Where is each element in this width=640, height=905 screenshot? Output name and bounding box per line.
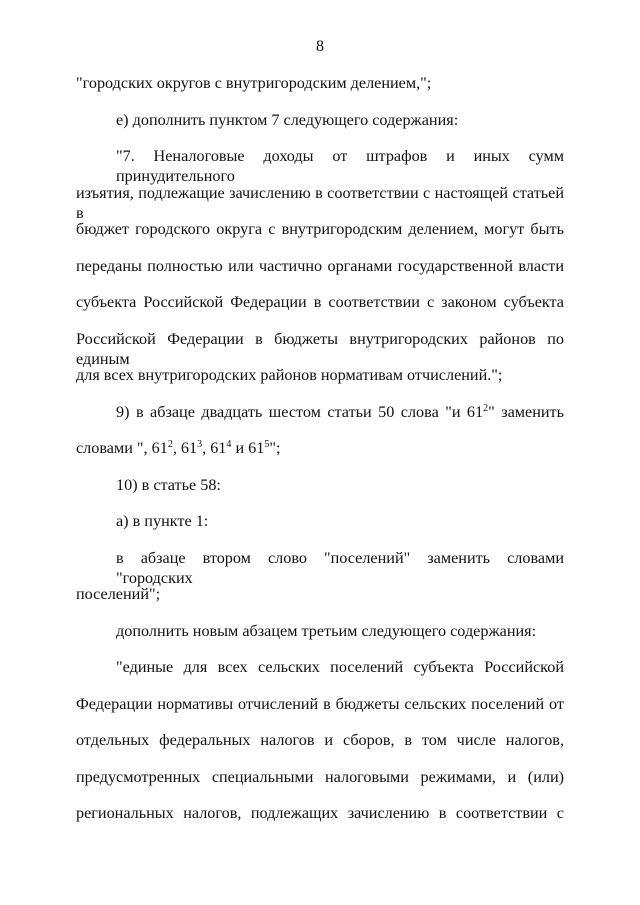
text-line-17: отдельных федеральных налогов и сборов, в том числе налогов, bbox=[76, 731, 564, 749]
text-line-2: е) дополнить пунктом 7 следующего содержания: bbox=[116, 111, 459, 129]
item-9-text-end: " заменить bbox=[488, 403, 564, 421]
text-line-4: изъятия, подлежащие зачислению в соответствии с настоящей статьей в bbox=[76, 184, 564, 222]
superscript: 2 bbox=[483, 403, 489, 414]
superscript: 3 bbox=[197, 439, 203, 450]
text-line-9: для всех внутригородских районов нормативам отчислений."; bbox=[76, 366, 503, 384]
superscript: 2 bbox=[167, 439, 173, 450]
item-9-words: словами ", 61 bbox=[76, 439, 168, 457]
text-line-3: "7. Неналоговые доходы от штрафов и иных сумм принудительного bbox=[116, 147, 564, 185]
item-9-text: 9) в абзаце двадцать шестом статьи 50 слова "и 61 bbox=[116, 403, 484, 421]
item-9-words: "; bbox=[269, 439, 281, 457]
text-line-5: бюджет городского округа с внутригородским делением, могут быть bbox=[76, 220, 564, 238]
text-line-12: в абзаце втором слово "поселений" заменить словами "городских bbox=[116, 549, 564, 587]
text-line-19: региональных налогов, подлежащих зачислению в соответствии с bbox=[76, 804, 564, 822]
item-9-line-2 bbox=[76, 438, 564, 458]
text-line-15: "единые для всех сельских поселений субъекта Российской bbox=[116, 658, 564, 676]
superscript: 5 bbox=[264, 439, 270, 450]
text-line-13: поселений"; bbox=[76, 585, 161, 603]
text-line-8: Российской Федерации в бюджеты внутригородских районов по единым bbox=[76, 330, 564, 368]
page-number: 8 bbox=[316, 38, 324, 55]
text-line-14: дополнить новым абзацем третьим следующего содержания: bbox=[116, 622, 537, 640]
item-9-line-1 bbox=[116, 402, 564, 422]
item-9-words: , 61 bbox=[202, 439, 227, 457]
text-line-7: субъекта Российской Федерации в соответствии с законом субъекта bbox=[76, 293, 564, 311]
text-line-1: "городских округов с внутригородским делением,"; bbox=[76, 74, 432, 92]
text-line-10: 10) в статье 58: bbox=[116, 476, 221, 494]
superscript: 4 bbox=[226, 439, 232, 450]
text-line-6: переданы полностью или частично органами государственной власти bbox=[76, 257, 564, 275]
text-line-16: Федерации нормативы отчислений в бюджеты сельских поселений от bbox=[76, 695, 564, 713]
item-9-words: , 61 bbox=[172, 439, 198, 457]
item-9-words: и 61 bbox=[231, 439, 265, 457]
text-line-11: а) в пункте 1: bbox=[116, 512, 209, 530]
text-line-18: предусмотренных специальными налоговыми режимами, и (или) bbox=[76, 768, 564, 786]
